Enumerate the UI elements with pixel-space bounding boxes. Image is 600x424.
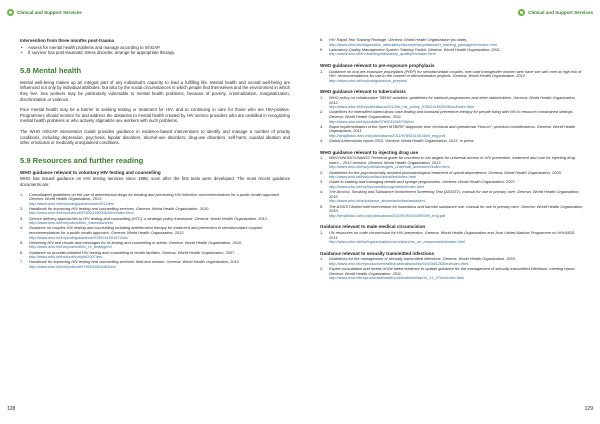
guidance-group-heading: WHO guidance relevant to pre-exposure prophylaxis bbox=[320, 62, 435, 68]
reference-title: Service delivery approaches to HIV testing and counselling (HTC): a strategic policy framework. Geneva: World Health Organization, 2012. bbox=[29, 215, 268, 221]
reference-title: Guidance on couples HIV testing and counselling including antiretroviral therapy for treatment and prevention in serodiscordant couples: recommendations for a public health approach. Geneva: World Health Organization, 2012. bbox=[29, 225, 264, 236]
reference-link[interactable]: http://www.who.int/hiv/pub/guidelines/arv2013/en/ bbox=[29, 200, 115, 206]
reference-number: 5. bbox=[20, 239, 24, 245]
intervention-bullets bbox=[20, 45, 290, 56]
reference-title: WHO/UNODC/UNAIDS Technical guide for countries to set targets for universal access to HIV prevention, treatment and care for injecting drug users – 2012 revision. Geneva: World Health Organization, 2013. bbox=[329, 155, 575, 165]
reference-number: 5. bbox=[320, 203, 324, 209]
reference-item bbox=[20, 193, 290, 207]
reference-item bbox=[320, 205, 585, 219]
guidance-reference-list bbox=[320, 231, 585, 245]
reference-link[interactable]: http://www.who.int/hiv/pub/guidelines/9789241501972/en/ bbox=[29, 234, 129, 240]
reference-number: 1. bbox=[320, 229, 324, 235]
reference-link[interactable]: http://www.who.int/hiv/pub/vct/9789241500463/en/ bbox=[29, 263, 116, 269]
mhgap-paragraph bbox=[20, 129, 290, 146]
reference-title: Guidance on oral pre-exposure prophylaxis (PrEP) for serodiscordant couples, men and transgender women who have sex with men at high risk of HIV: recommendations for use in the context of demonstration projects. Geneva: World Health Organization, 2012. bbox=[329, 68, 582, 79]
left-header-text: Clinical and Support Services bbox=[17, 10, 82, 15]
reference-link[interactable]: http://www.who.int/reproductivehealth/publications/rtis/rhr_11_37/en/index.html bbox=[329, 275, 465, 281]
mental-health-paragraph: Poor mental health may be a barrier to seeking testing or treatment for HIV, and to continuing in care for those who are HIV-positive. Programmes should monitor for and address the obstacles to mental health created by HIV service providers who are unskilled in recognizing mental health problems or who actively stigmatize sex workers with such problems. bbox=[20, 107, 290, 124]
guidance-groups bbox=[320, 63, 585, 281]
reference-title: The ASSIST-linked brief intervention for hazardous and harmful substance use: manual for use in primary care. Geneva: World Health Organization, 2010. bbox=[329, 203, 584, 214]
reference-item bbox=[320, 156, 585, 170]
reference-title: Guidance on provider-initiated HIV testing and counselling in health facilities. Geneva: World Health Organization, 2007. bbox=[29, 249, 236, 255]
guidance-reference-list bbox=[320, 156, 585, 218]
reference-item bbox=[320, 190, 585, 204]
right-column bbox=[320, 38, 585, 284]
reference-number: 7. bbox=[20, 259, 24, 265]
right-running-header bbox=[518, 9, 593, 16]
reference-item bbox=[320, 125, 585, 139]
reference-title: Handbook for improving HIV testing and counselling services. Geneva: World Health Organization, 2010. bbox=[29, 205, 210, 211]
reference-number: 9. bbox=[320, 46, 324, 52]
reference-number: 1. bbox=[320, 155, 324, 161]
reference-title: Guidelines for the management of sexually transmitted infections. Geneva: World Health Organization, 2003. bbox=[329, 256, 517, 262]
reference-title: Guidelines for the psychosocially assisted pharmacological treatment of opioid dependence. Geneva: World Health Organization, 2009. bbox=[329, 169, 562, 175]
reference-title: Expert consultation and review of the latest evidence to update guidance for the management of sexually transmitted infections: meeting report. Geneva: World Health Organization, 2011. bbox=[329, 266, 576, 276]
reference-link[interactable]: http://www.who.int/hiv/pub/vct/pitc2007/en/ bbox=[29, 254, 103, 260]
guidance-reference-list bbox=[320, 257, 585, 281]
right-header-text: Clinical and Support Services bbox=[528, 10, 593, 15]
reference-number: 3. bbox=[20, 215, 24, 221]
reference-title: Delivering HIV test results and messages for re-testing and counselling in adults. Geneva: World Health Organization, 2010. bbox=[29, 239, 243, 245]
reference-title: HIV Rapid Test Training Package. Geneva: World Health Organization (no date). bbox=[329, 37, 468, 42]
mental-health-title: 5.8 Mental health bbox=[20, 65, 82, 75]
reference-number: 1. bbox=[20, 191, 24, 197]
reference-item bbox=[320, 96, 585, 110]
reference-link[interactable]: http://www.who.int/hiv/pub/vct/hiv_re_testing/en/ bbox=[29, 244, 112, 250]
bullet-item: • Assess for mental health problems and manage according to mhGAP. bbox=[28, 45, 290, 51]
continued-reference-list bbox=[320, 38, 585, 57]
reference-number: 8. bbox=[320, 37, 324, 42]
section-logo-icon bbox=[7, 9, 14, 16]
reference-title: Guidelines for intensified tuberculosis case-finding and isoniazid preventive therapy for people living with HIV in resource-constrained settings. Geneva: World Health Organization, 2011. bbox=[329, 109, 574, 119]
reference-link[interactable]: http://www.who.int/ihr/training/laboratory_quality/en/index.html bbox=[329, 51, 436, 57]
reference-number: 3. bbox=[320, 123, 324, 129]
guidance-group-heading: WHO guidance relevant to tuberculosis bbox=[320, 89, 406, 95]
hiv-testing-reference-list bbox=[20, 193, 290, 270]
reference-number: 6. bbox=[20, 249, 24, 255]
reference-link[interactable]: http://www.who.int/tb/publications/2012/tb_hiv_policy_9789241503006/en/index.html bbox=[329, 104, 475, 110]
reference-title: Guide to starting and managing needle and syringe programmes. Geneva: World Health Organization, 2007. bbox=[329, 179, 516, 185]
reference-item bbox=[320, 70, 585, 84]
resources-title: 5.9 Resources and further reading bbox=[20, 155, 144, 165]
bullet-item: • If survivor has post-traumatic stress disorder, arrange for appropriate therapy. bbox=[28, 50, 290, 56]
guidance-reference-list bbox=[320, 70, 585, 84]
right-page bbox=[300, 0, 600, 424]
reference-title: WHO policy on collaborative TB/HIV activities: guidelines for national programmes and other stakeholders. Geneva: World Health Organization, 2012. bbox=[329, 94, 576, 105]
reference-number: 4. bbox=[320, 189, 324, 195]
left-running-header bbox=[7, 9, 82, 16]
hiv-testing-guidance-heading: WHO guidance relevant to voluntary HIV testing and counselling bbox=[20, 169, 161, 175]
reference-title: Consolidated guidelines on the use of antiretroviral drugs for treating and preventing HIV infection: recommendations for a public health approach. Geneva: World Health Organization, 2013. bbox=[29, 191, 281, 202]
reference-link[interactable]: http://www.who.int/hiv/pub/vct/9789241500463/en/index.html bbox=[29, 210, 134, 216]
mhgap-text: The WHO bbox=[20, 128, 43, 134]
guidance-group-heading: Guidance relevant to sexually transmitted infections bbox=[320, 250, 435, 256]
guidance-reference-list bbox=[320, 96, 585, 144]
reference-number: 2. bbox=[20, 205, 24, 211]
reference-item bbox=[320, 267, 585, 281]
reference-link[interactable]: http://www.who.int/substance_abuse/activities/assist/en/ bbox=[329, 198, 426, 204]
reference-link[interactable]: http://whqlibdoc.who.int/publications/2011/9789241501569_eng.pdf bbox=[329, 132, 445, 138]
reference-number: 1. bbox=[320, 256, 324, 262]
reference-link[interactable]: http://www.who.int/diagnostics_laboratory/documents/guidance/rt_training_package/en/index.html bbox=[329, 41, 497, 47]
reference-link[interactable]: http://whqlibdoc.who.int/publications/2010/9789241599399_eng.pdf bbox=[329, 212, 446, 218]
reference-item bbox=[320, 110, 585, 124]
reference-link[interactable]: http://www.who.int/hiv/pub/vct/htc_framework/en/ bbox=[29, 220, 114, 226]
intervention-heading: Intervention from three months post-trauma bbox=[20, 38, 115, 43]
guidance-group-heading: Guidance relevant to male medical circumcision bbox=[320, 224, 426, 230]
mental-health-paragraph: Mental well-being makes up an integral part of any individual's capacity to lead a fulfilling life. Mental health and overall well-being are influenced not only by individual attributes, but also by the social circumstances in which people find themselves and the environment in which they live. Sex workers may be particularly vulnerable to mental health problems, because of poverty, criminalization, marginalization, discrimination or violence. bbox=[20, 79, 290, 102]
reference-number: 2. bbox=[320, 169, 324, 175]
reference-title: Global tuberculosis report 2013. Geneva: World Health Organization, 2013. In press. bbox=[329, 138, 475, 144]
reference-title: The Alcohol, Smoking and Substance Involvement Screening Test (ASSIST): manual for use in primary care. Geneva: World Health Organization, 2010. bbox=[329, 189, 580, 199]
hiv-testing-intro: WHO has issued guidance on HIV testing services since 1988, soon after the first tests were developed. The most recent guidance documents are: bbox=[20, 176, 290, 187]
reference-item bbox=[320, 48, 585, 57]
reference-item bbox=[320, 231, 585, 245]
reference-link[interactable]: http://www.who.int/hiv/pub/guidance_prep/en/ bbox=[329, 77, 408, 83]
reference-link[interactable]: http://www.who.int/hiv/topics/malecircumcision/mc_un_resources/en/index.html bbox=[329, 239, 465, 245]
reference-title: UN resources on male circumcision for HIV prevention. Geneva: World Health Organization and Joint United Nations Programme on HIV/AIDS, 2011. bbox=[329, 229, 576, 240]
left-column bbox=[20, 38, 290, 273]
reference-link[interactable]: http://www.who.int/hiv/pub/tb/9789241500708/en/ bbox=[329, 118, 415, 124]
reference-link[interactable]: http://www.who.int/hiv/idu/needleprogram/en/index.html bbox=[329, 184, 425, 189]
reference-item bbox=[20, 260, 290, 269]
mhgap-guide-title: mhGAP Intervention Guide bbox=[42, 128, 96, 134]
reference-title: Laboratory Quality Management System Training Toolkit. Geneva: World Health Organization, 2011. bbox=[329, 46, 501, 52]
reference-link[interactable]: http://www.who.int/hiv/pub/idu/targets_universal_access/en/index.html bbox=[329, 164, 450, 170]
reference-number: 3. bbox=[320, 179, 324, 185]
reference-item bbox=[20, 226, 290, 240]
reference-link[interactable]: http://www.who.int/reproductivehealth/publications/rtis/9241546263/en/index.html bbox=[329, 260, 469, 266]
right-page-number: 129 bbox=[584, 406, 593, 412]
reference-number: 1. bbox=[320, 94, 324, 100]
reference-title: Handbook for improving HIV testing and counselling services: field-test version. Geneva: World Health Organization, 2010. bbox=[29, 259, 240, 265]
guidance-group-heading: WHO guidance relevant to injecting drug use bbox=[320, 149, 419, 155]
reference-number: 2. bbox=[320, 266, 324, 272]
reference-number: 2. bbox=[320, 109, 324, 115]
reference-number: 4. bbox=[320, 138, 324, 144]
reference-item bbox=[320, 139, 585, 144]
section-logo-icon bbox=[518, 9, 525, 16]
reference-number: 1. bbox=[320, 68, 324, 74]
mhgap-text: provides guidance in evidence-based interventions to identify and manage a number of priority conditions, including depression, psychosis, bipolar disorders, alcohol-use disorders, drug-use disorders, self-harm, suicidal ideation and other emotional or medically unexplained conditions. bbox=[20, 128, 290, 146]
reference-link[interactable]: http://www.who.int/hiv/pub/idu/opioid/en/index.html bbox=[329, 174, 416, 180]
reference-number: 4. bbox=[20, 225, 24, 231]
reference-title: Rapid implementation of the Xpert MTB/RIF diagnostic test: technical and operational "How-to"; practical considerations. Geneva: World Health Organization, 2011. bbox=[329, 123, 576, 134]
left-page-number: 128 bbox=[7, 406, 16, 412]
